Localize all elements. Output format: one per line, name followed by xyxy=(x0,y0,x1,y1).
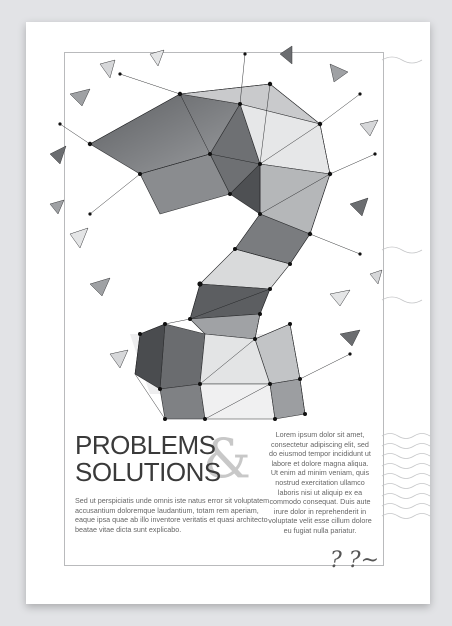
low-poly-question-mark-icon xyxy=(30,34,390,424)
headline xyxy=(75,427,275,490)
question-scribble: ? ?~ xyxy=(330,548,380,573)
headline-line-2: SOLUTIONS xyxy=(75,457,221,487)
body-text-right: Lorem ipsum dolor sit amet, consectetur adipiscing elit, sed do eiusmod tempor incididunt ut labore et dolore magna aliqua. Ut enim ad minim veniam, quis nostrud exercitation ullamco laboris nisi ut aliquip ex ea commodo consequat. Duis aute irure dolor in reprehenderit in voluptate velit esse cillum dolore eu fugiat nulla pariatur. xyxy=(268,430,372,535)
body-text-left: Sed ut perspiciatis unde omnis iste natus error sit voluptatem accusantium doloremque laudantium, totam rem aperiam, eaque ipsa quae ab illo inventore veritatis et quasi architecto beatae vitae dicta sunt explicabo. xyxy=(75,496,270,534)
ampersand-mark: & xyxy=(203,427,252,490)
headline-line-1: PROBLEMS xyxy=(75,430,216,460)
